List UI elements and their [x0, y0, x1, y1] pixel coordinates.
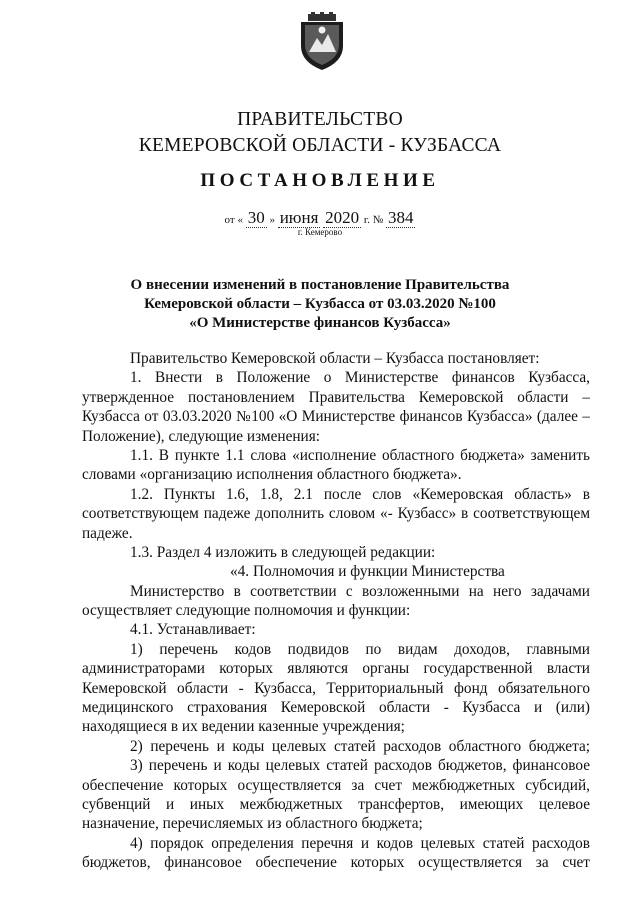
decree-year: 2020: [325, 208, 360, 227]
body-line: администраторами которых являются органы государственной власти: [82, 660, 590, 678]
body-line: 1) перечень кодов подвидов по видам доходов, главными: [130, 640, 590, 658]
body-line: находящиеся в их ведении казенные учреждения;: [82, 718, 405, 736]
document-type-title: ПОСТАНОВЛЕНИЕ: [200, 170, 440, 191]
body-line: 1.3. Раздел 4 изложить в следующей редакции:: [130, 543, 436, 561]
government-name-line2: КЕМЕРОВСКОЙ ОБЛАСТИ - КУЗБАССА: [138, 135, 502, 156]
body-line: 1. Внести в Положение о Министерстве финансов Кузбасса,: [130, 369, 590, 387]
body-line: субвенций и иных межбюджетных трансфертов, имеющих целевое: [82, 795, 590, 813]
body-line: 4) порядок определения перечня и кодов целевых статей расходов: [130, 834, 590, 852]
decree-month: июня: [279, 208, 319, 227]
decree-body: [82, 349, 590, 873]
body-line: соответствующем падеже дополнить словом «- Кузбасс» в соответствующем: [82, 505, 590, 523]
coat-of-arms-icon: [297, 12, 347, 72]
body-line: назначение, перечисляемых из областного бюджета;: [82, 815, 423, 833]
subject-line: «О Министерстве финансов Кузбасса»: [189, 315, 451, 331]
body-line: 1.2. Пункты 1.6, 1.8, 2.1 после слов «Кемеровская область» в: [130, 485, 590, 503]
body-line: Правительство Кемеровской области – Кузбасса постановляет:: [130, 350, 540, 367]
government-name-line1: ПРАВИТЕЛЬСТВО: [237, 109, 403, 130]
body-line: утвержденное постановлением Правительства Кемеровской области –: [82, 388, 590, 406]
body-line: Министерство в соответствии с возложенными на него задачами: [130, 582, 590, 600]
decree-subject: [0, 276, 640, 333]
number-label: №: [372, 214, 384, 226]
decree-number: 384: [387, 208, 414, 227]
body-line: Кузбасса от 03.03.2020 №100 «О Министерстве финансов Кузбасса» (далее –: [82, 408, 590, 426]
decree-dateline: [0, 209, 640, 226]
body-line: 2) перечень и коды целевых статей расходов областного бюджета;: [130, 737, 590, 755]
body-line: падеже.: [82, 524, 133, 542]
body-line: 4.1. Устанавливает:: [130, 621, 256, 639]
body-line: осуществляет следующие полномочия и функции:: [82, 602, 411, 620]
subject-line: О внесении изменений в постановление Правительства: [130, 277, 510, 293]
section-heading: «4. Полномочия и функции Министерства: [230, 563, 505, 581]
subject-line: Кемеровской области – Кузбасса от 03.03.2020 №100: [144, 296, 496, 312]
decree-city: г. Кемерово: [297, 227, 343, 237]
dateline-prefix: от «: [224, 214, 243, 226]
dateline-mid: »: [269, 214, 275, 226]
body-line: 3) перечень и коды целевых статей расходов бюджетов, финансовое: [130, 757, 590, 775]
body-line: Кемеровской области - Кузбасса, Территориальный фонд обязательного: [82, 679, 590, 697]
body-line: медицинского страхования Кемеровской области - Кузбасса и (или): [82, 699, 590, 717]
body-line: бюджетов, финансовое обеспечение которых осуществляется за счет: [82, 854, 590, 872]
body-line: 1.1. В пункте 1.1 слова «исполнение областного бюджета» заменить: [130, 446, 590, 464]
body-line: словами «организацию исполнения областного бюджета».: [82, 466, 462, 484]
body-line: обеспечение которых осуществляется за счет межбюджетных субсидий,: [82, 776, 590, 794]
body-line: Положение), следующие изменения:: [82, 427, 321, 445]
year-suffix: г.: [363, 214, 370, 226]
decree-day: 30: [247, 208, 265, 227]
